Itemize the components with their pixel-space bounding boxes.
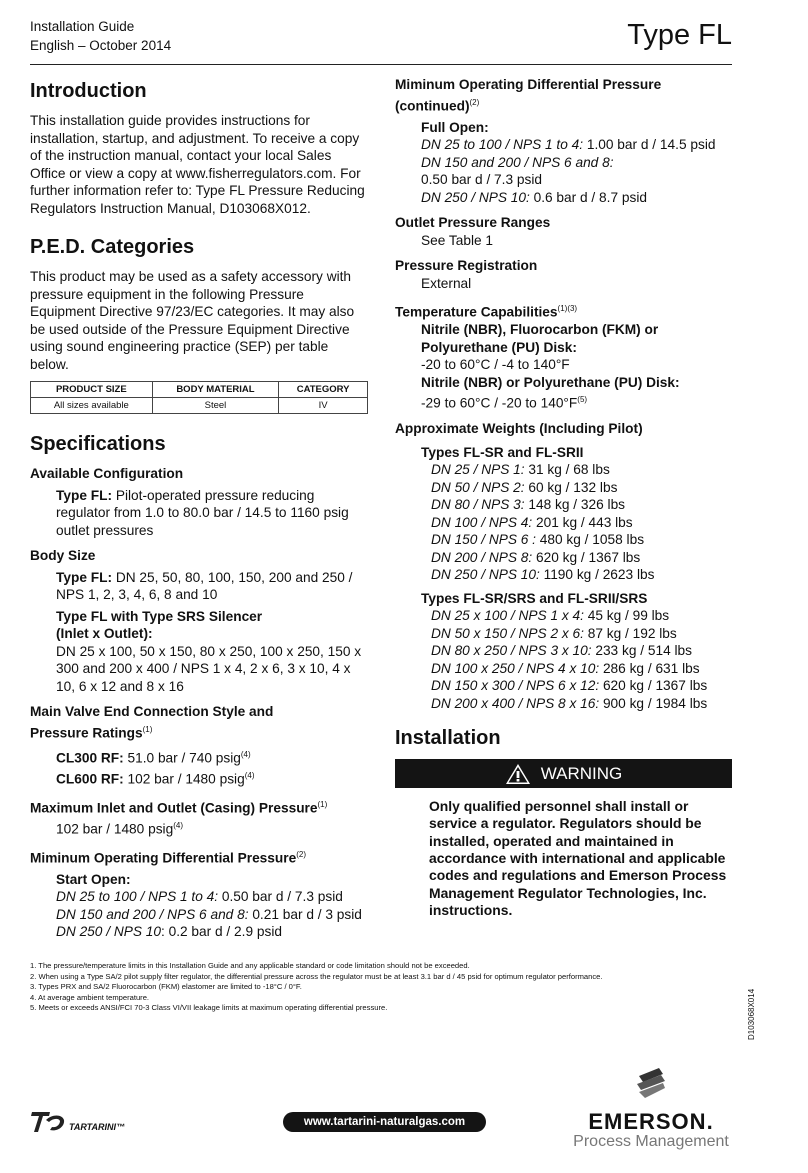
srs-silencer-title: Type FL with Type SRS Silencer (Inlet x Outlet): [56, 608, 263, 641]
max-pressure-title: Maximum Inlet and Outlet (Casing) Pressure$^{(1)}$ [30, 799, 328, 816]
temperature-sub-2: Nitrile (NBR) or Polyurethane (PU) Disk: [421, 374, 680, 390]
list-item: DN 50 / NPS 2: 60 kg / 132 lbs [431, 479, 618, 495]
cl600-rating: CL600 RF: 102 bar / 1480 psig$^{(4)}$ [56, 770, 255, 787]
ped-table [30, 381, 368, 414]
introduction-heading: Introduction [30, 80, 147, 102]
temperature-value-1: -20 to 60°C / -4 to 140°F [421, 357, 570, 373]
available-configuration-text: Type FL: Pilot-operated pressure reducing regulator from 1.0 to 80.0 bar / 14.5 to 1160 psig outlet pressures [56, 487, 349, 538]
footnote: 4. At average ambient temperature. [30, 992, 150, 1002]
emerson-logo [568, 1066, 734, 1151]
body-size-title: Body Size [30, 548, 96, 563]
outlet-ranges-title: Outlet Pressure Ranges [395, 215, 551, 231]
srs-weights-list [395, 607, 732, 712]
specifications-heading: Specifications [30, 433, 166, 455]
header-meta [30, 17, 171, 55]
pressure-registration-title: Pressure Registration [395, 258, 538, 274]
ped-cell-category: IV [279, 398, 368, 414]
ped-text: This product may be used as a safety accessory with pressure equipment in the following Pressure Equipment Directive 97/23/EC categories. It may also be used outside of the Pressure Equipment Directive using sound engineering practice (SEP) per table below. [30, 269, 355, 372]
full-open-line-3: DN 250 / NPS 10: 0.6 bar d / 8.7 psid [421, 189, 647, 205]
tartarini-logo [30, 1108, 125, 1134]
website-link[interactable]: www.tartarini-naturalgas.com [283, 1112, 486, 1132]
full-open-line-2-size: DN 150 and 200 / NPS 6 and 8: [421, 154, 614, 170]
pressure-registration-value: External [421, 275, 472, 291]
list-item: DN 100 x 250 / NPS 4 x 10: 286 kg / 631 lbs [431, 660, 700, 676]
srs-silencer-text: DN 25 x 100, 50 x 150, 80 x 250, 100 x 250, 150 x 300 and 200 x 400 / NPS 1 x 4, 2 x 6, 3 x 10, 4 x 10, 6 x 12 and 8 x 16 [56, 643, 362, 694]
sr-weights-list [395, 461, 732, 584]
ped-heading: P.E.D. Categories [30, 236, 195, 258]
ped-cell-material: Steel [152, 398, 279, 414]
installation-heading: Installation [395, 727, 501, 750]
min-diff-pressure-title: Miminum Operating Differential Pressure$^{(2)}$ [30, 849, 306, 866]
page-title: Type FL [627, 19, 732, 51]
ped-col-category: CATEGORY [279, 382, 368, 398]
document-id: D103068X014 [747, 988, 756, 1040]
full-open-line-2-value: 0.50 bar d / 7.3 psid [421, 172, 542, 188]
list-item: DN 80 x 250 / NPS 3 x 10: 233 kg / 514 lbs [431, 643, 692, 659]
doc-type: Installation Guide [30, 19, 135, 34]
start-open-title: Start Open: [56, 871, 131, 887]
doc-language-date: English – October 2014 [30, 38, 172, 53]
list-item: DN 200 x 400 / NPS 8 x 16: 900 kg / 1984 lbs [431, 695, 708, 711]
list-item: DN 100 / NPS 4: 201 kg / 443 lbs [431, 514, 633, 530]
ped-cell-size: All sizes available [31, 398, 153, 414]
max-pressure-value: 102 bar / 1480 psig$^{(4)}$ [56, 820, 183, 837]
table-row [31, 398, 368, 414]
list-item: DN 50 x 150 / NPS 2 x 6: 87 kg / 192 lbs [431, 625, 677, 641]
temperature-value-2: -29 to 60°C / -20 to 140°F$^{(5)}$ [421, 395, 588, 411]
available-configuration-title: Available Configuration [30, 466, 184, 481]
tartarini-mark-icon [30, 1108, 66, 1134]
introduction-text: This installation guide provides instructions for installation, startup, and adjustment. To receive a copy of the instruction manual, contact your local Sales Office or view a copy at www.fisherregulators.com. For further information refer to: Type FL Pressure Reducing Regulators Instruction Manual, D103068X012. [30, 113, 365, 216]
footnote: 2. When using a Type SA/2 pilot supply filter regulator, the differential pressure across the regulator must be at least 3.1 bar d / 45 psid for optimum regulator performance. [30, 971, 603, 981]
full-open-line-1: DN 25 to 100 / NPS 1 to 4: 1.00 bar d / 14.5 psid [421, 137, 716, 153]
body-size-text: Type FL: DN 25, 50, 80, 100, 150, 200 and 250 / NPS 1, 2, 3, 4, 6, 8 and 10 [56, 569, 353, 602]
full-open-title: Full Open: [421, 119, 489, 135]
header-divider [30, 64, 732, 65]
min-diff-cont-title: Miminum Operating Differential Pressure (continued)$^{(2)}$ [395, 77, 662, 114]
list-item: DN 150 / NPS 6 : 480 kg / 1058 lbs [431, 532, 645, 548]
process-management-tagline: Process Management [573, 1133, 729, 1150]
start-open-line-2: DN 150 and 200 / NPS 6 and 8: 0.21 bar d / 3 psid [56, 906, 362, 922]
list-item: DN 150 x 300 / NPS 6 x 12: 620 kg / 1367 lbs [431, 678, 708, 694]
sr-weights-title: Types FL-SR and FL-SRII [421, 444, 584, 460]
right-column [395, 76, 732, 919]
warning-icon [505, 763, 531, 785]
start-open-line-1: DN 25 to 100 / NPS 1 to 4: 0.50 bar d / 7.3 psid [56, 889, 343, 905]
tartarini-wordmark: TARTARINI™ [69, 1122, 125, 1132]
weights-title: Approximate Weights (Including Pilot) [395, 421, 643, 437]
start-open-line-3: DN 250 / NPS 10: 0.2 bar d / 2.9 psid [56, 924, 282, 940]
temperature-title: Temperature Capabilities$^{(1)(3)}$ [395, 304, 578, 320]
ped-table-header [31, 382, 368, 398]
footnotes [30, 961, 750, 1014]
list-item: DN 25 x 100 / NPS 1 x 4: 45 kg / 99 lbs [431, 608, 670, 624]
list-item: DN 200 / NPS 8: 620 kg / 1367 lbs [431, 549, 641, 565]
warning-text: Only qualified personnel shall install or service a regulator. Regulators should be installed, operated and maintained in accordance with international and applicable codes and regulations and Emerson Process Management Regulator Technologies, Inc. instructions. [429, 798, 727, 918]
outlet-ranges-value: See Table 1 [421, 232, 494, 248]
list-item: DN 250 / NPS 10: 1190 kg / 2623 lbs [431, 567, 655, 583]
emerson-wordmark: EMERSON. [588, 1109, 714, 1134]
footnote: 5. Meets or exceeds ANSI/FCI 70-3 Class VI/VII leakage limits at maximum operating differential pressure. [30, 1003, 388, 1012]
warning-label: WARNING [540, 763, 623, 783]
footnote: 3. Types PRX and SA/2 Fluorocarbon (FKM) elastomer are limited to -18°C / 0°F. [30, 982, 302, 991]
ped-col-material: BODY MATERIAL [152, 382, 279, 398]
cl300-rating: CL300 RF: 51.0 bar / 740 psig$^{(4)}$ [56, 749, 251, 766]
left-column [30, 76, 368, 941]
list-item: DN 80 / NPS 3: 148 kg / 326 lbs [431, 497, 626, 513]
srs-weights-title: Types FL-SR/SRS and FL-SRII/SRS [421, 590, 648, 606]
list-item: DN 25 / NPS 1: 31 kg / 68 lbs [431, 462, 610, 478]
warning-banner [395, 759, 732, 788]
temperature-sub-1: Nitrile (NBR), Fluorocarbon (FKM) or Polyurethane (PU) Disk: [421, 322, 659, 355]
ped-col-size: PRODUCT SIZE [31, 382, 153, 398]
emerson-globe-icon [633, 1066, 669, 1102]
end-connection-title: Main Valve End Connection Style and Pressure Ratings$^{(1)}$ [30, 704, 274, 741]
footnote: 1. The pressure/temperature limits in this Installation Guide and any applicable standard or code limitation should not be exceeded. [30, 961, 470, 970]
